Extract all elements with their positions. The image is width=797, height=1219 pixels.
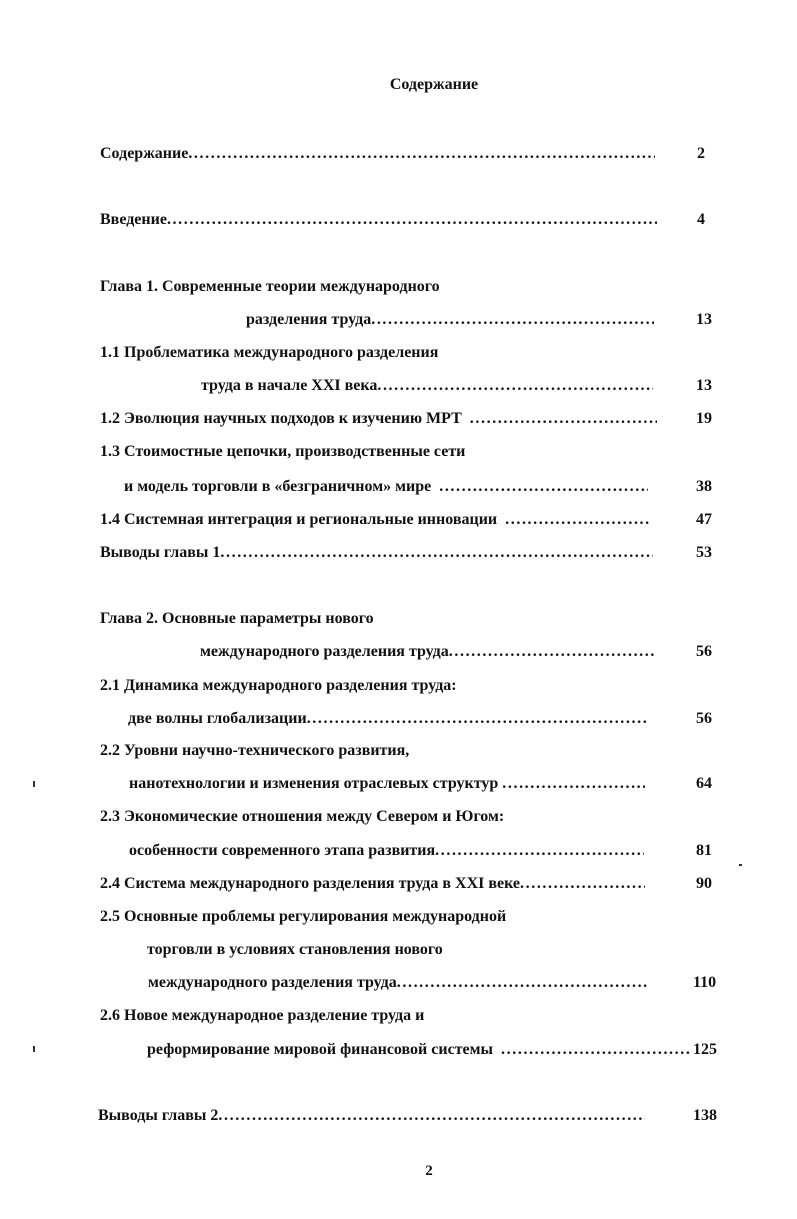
toc-entry-chapter-2-conclusions[interactable] [98,1105,645,1127]
toc-entry-contents[interactable] [100,143,655,165]
toc-page-number: 53 [696,544,712,561]
toc-entry-lead: 2.1 Динамика международного разделения труда: [100,677,457,694]
toc-entry-lead: Глава 1. Современные теории международного [100,278,440,295]
toc-page-number: 56 [696,710,712,727]
toc-entry-text: международного разделения труда [200,643,449,660]
toc-page-number: 125 [693,1041,717,1058]
toc-entry-lead: торговли в условиях становления нового [147,941,443,958]
toc-entry-lead: 2.6 Новое международное разделение труда и [100,1007,425,1024]
toc-page-number: 13 [696,377,712,394]
toc-page-number: 90 [696,875,712,892]
toc-entry-2-6[interactable] [147,1039,690,1061]
toc-entry-text: международного разделения труда [148,974,397,991]
toc-page-number: 56 [696,643,712,660]
toc-page-number: 47 [696,511,712,528]
toc-page-number: 110 [693,974,717,991]
toc-entry-text: Выводы главы 1 [100,544,221,561]
toc-entry-text: особенности современного этапа развития [129,842,436,859]
page-title: Содержание [389,76,479,93]
toc-entry-lead: Глава 2. Основные параметры нового [100,610,374,627]
page-number: 2 [425,1163,433,1179]
toc-entry-text: две волны глобализации [128,710,307,727]
toc-entry-text: реформирование мировой финансовой системы [147,1041,494,1058]
toc-entry-2-5[interactable] [148,972,648,994]
toc-entry-lead: 2.2 Уровни научно-технического развития, [100,742,410,759]
toc-entry-text: и модель торговли в «безграничном» мире [124,478,432,495]
toc-entry-2-3[interactable] [129,840,644,862]
toc-entry-1-2[interactable] [100,408,657,430]
toc-entry-lead: 2.5 Основные проблемы регулирования международной [100,908,507,925]
toc-page-number: 81 [696,842,712,859]
toc-entry-1-3[interactable] [124,476,648,498]
toc-page-number: 2 [697,145,705,162]
toc-page-number: 19 [696,410,712,427]
toc-entry-text: труда в начале XXI века [201,377,378,394]
toc-page-number: 4 [697,211,705,228]
toc-entry-chapter-1-conclusions[interactable] [100,542,653,564]
scan-speck [33,781,35,787]
toc-entry-lead: 2.3 Экономические отношения между Севером и Югом: [100,808,505,825]
toc-entry-text: Введение [100,211,167,228]
toc-entry-text: разделения труда [246,311,372,328]
toc-entry-2-4[interactable] [100,873,645,895]
toc-entry-2-2[interactable] [129,773,645,795]
scan-speck [33,1046,35,1052]
toc-entry-text: 2.4 Система международного разделения труда в XXI веке [100,875,521,892]
toc-page-number: 13 [696,311,712,328]
toc-entry-chapter-2[interactable] [200,641,655,663]
toc-entry-text: 1.2 Эволюция научных подходов к изучению МРТ [100,410,462,427]
toc-page-number: 64 [696,775,712,792]
toc-entry-lead: 1.1 Проблематика международного разделения [100,344,439,361]
toc-entry-lead: 1.3 Стоимостные цепочки, производственные сети [100,443,466,460]
toc-entry-chapter-1[interactable] [246,309,654,331]
toc-entry-text: Выводы главы 2 [98,1107,219,1124]
toc-entry-text: нанотехнологии и изменения отраслевых структур [129,775,499,792]
toc-entry-introduction[interactable] [100,209,657,231]
toc-entry-1-1[interactable] [201,375,653,397]
toc-page-number: 38 [696,478,712,495]
toc-entry-1-4[interactable] [100,509,649,531]
scan-speck [739,864,742,866]
toc-entry-2-1[interactable] [128,708,648,730]
toc-page-number: 138 [693,1107,717,1124]
toc-entry-text: Содержание [100,145,189,162]
toc-entry-text: 1.4 Системная интеграция и региональные инновации [100,511,498,528]
